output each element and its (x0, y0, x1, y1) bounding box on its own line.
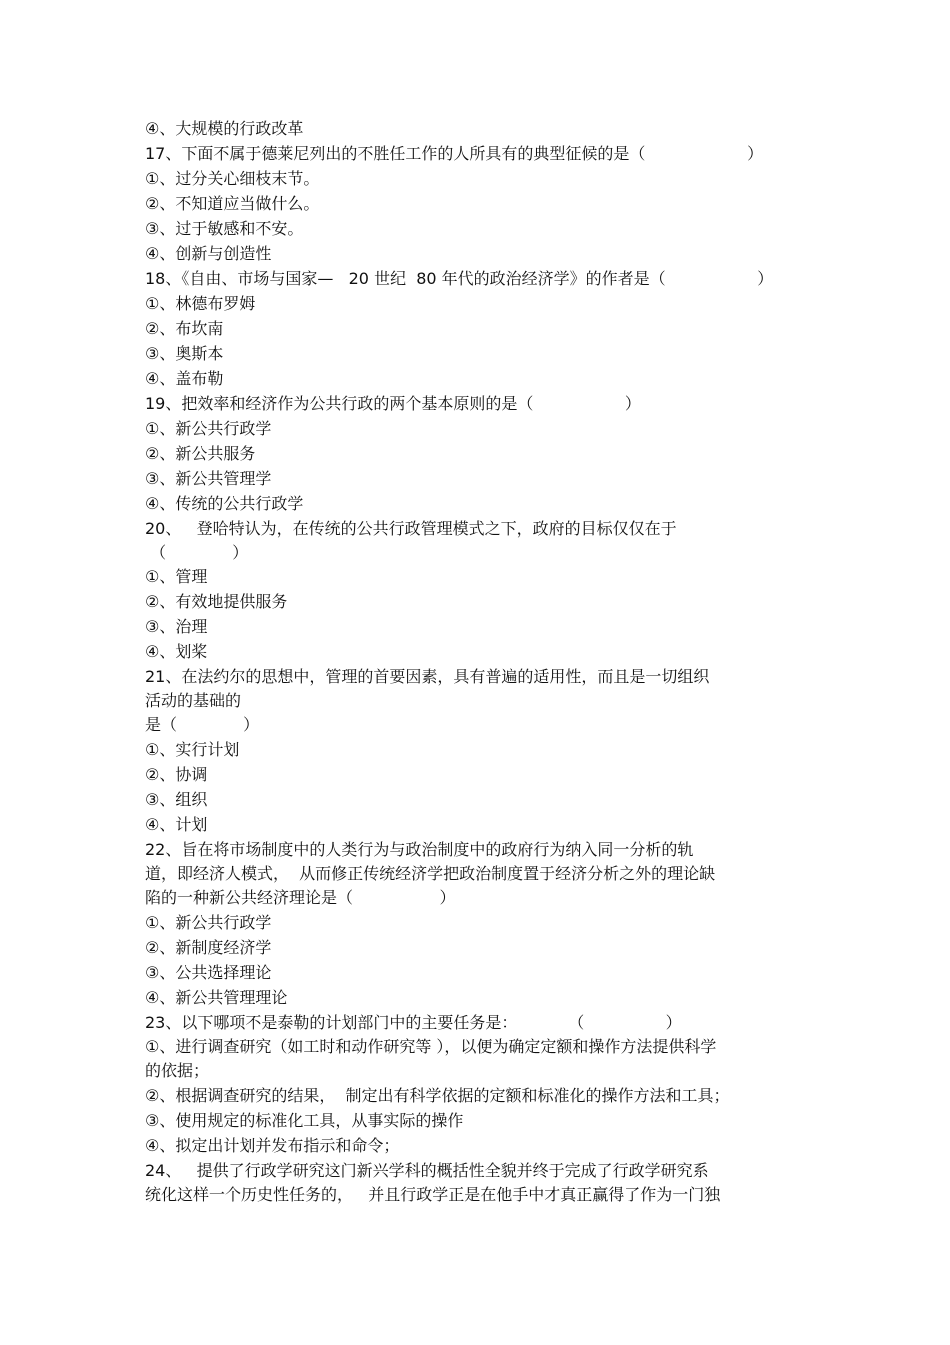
question-20: 20、 登哈特认为，在传统的公共行政管理模式之下，政府的目标仅仅在于 (145, 519, 677, 538)
option-line: ①、新公共行政学 (145, 913, 272, 932)
option-line: ②、不知道应当做什么。 (145, 194, 320, 213)
option-line: ②、根据调查研究的结果， 制定出有科学依据的定额和标准化的操作方法和工具； (145, 1086, 730, 1105)
option-line: ④、划桨 (145, 642, 208, 661)
option-line: ①、进行调查研究（如工时和动作研究等 ），以便为确定定额和操作方法提供科学 (145, 1037, 717, 1056)
question-24: 24、 提供了行政学研究这门新兴学科的概括性全貌并终于完成了行政学研究系 (145, 1161, 709, 1180)
option-line: ②、新公共服务 (145, 444, 256, 463)
question-17: 17、下面不属于德莱尼列出的不胜任工作的人所具有的典型征候的是（ ） (145, 144, 764, 163)
option-line: ③、奥斯本 (145, 344, 224, 363)
option-line: ④、新公共管理理论 (145, 988, 288, 1007)
option-line: ③、过于敏感和不安。 (145, 219, 304, 238)
question-19: 19、把效率和经济作为公共行政的两个基本原则的是（ ） (145, 394, 641, 413)
option-line: ③、治理 (145, 617, 208, 636)
option-line: ④、计划 (145, 815, 208, 834)
option-line: ④、盖布勒 (145, 369, 224, 388)
option-line: ②、有效地提供服务 (145, 592, 288, 611)
option-line: ①、新公共行政学 (145, 419, 272, 438)
question-20-blank: （ ） (145, 543, 249, 562)
option-line-cont: 的依据； (145, 1061, 210, 1080)
question-24-cont: 统化这样一个历史性任务的， 并且行政学正是在他手中才真正赢得了作为一门独 (145, 1185, 721, 1204)
question-22-cont: 陷的一种新公共经济理论是（ ） (145, 888, 456, 907)
question-21-cont: 活动的基础的 (145, 691, 242, 710)
option-line: ④、创新与创造性 (145, 244, 272, 263)
option-line: ④、传统的公共行政学 (145, 494, 304, 513)
option-line: ④、大规模的行政改革 (145, 119, 304, 138)
option-line: ②、协调 (145, 765, 208, 784)
option-line: ③、公共选择理论 (145, 963, 272, 982)
option-line: ③、使用规定的标准化工具，从事实际的操作 (145, 1111, 464, 1130)
option-line: ③、新公共管理学 (145, 469, 272, 488)
option-line: ①、过分关心细枝末节。 (145, 169, 320, 188)
option-line: ②、布坎南 (145, 319, 224, 338)
option-line: ④、拟定出计划并发布指示和命令； (145, 1136, 400, 1155)
question-21: 21、在法约尔的思想中，管理的首要因素，具有普遍的适用性，而且是一切组织 (145, 667, 710, 686)
question-22-cont: 道，即经济人模式， 从而修正传统经济学把政治制度置于经济分析之外的理论缺 (145, 864, 716, 883)
option-line: ①、林德布罗姆 (145, 294, 256, 313)
option-line: ①、实行计划 (145, 740, 240, 759)
question-23: 23、以下哪项不是泰勒的计划部门中的主要任务是： （ ） (145, 1013, 682, 1032)
document-body (145, 116, 825, 1206)
question-18: 18、《自由、市场与国家— 20 世纪 80 年代的政治经济学》的作者是（ ） (145, 269, 774, 288)
question-21-blank: 是（ ） (145, 715, 260, 734)
option-line: ②、新制度经济学 (145, 938, 272, 957)
option-line: ①、管理 (145, 567, 208, 586)
option-line: ③、组织 (145, 790, 208, 809)
question-22: 22、旨在将市场制度中的人类行为与政治制度中的政府行为纳入同一分析的轨 (145, 840, 694, 859)
